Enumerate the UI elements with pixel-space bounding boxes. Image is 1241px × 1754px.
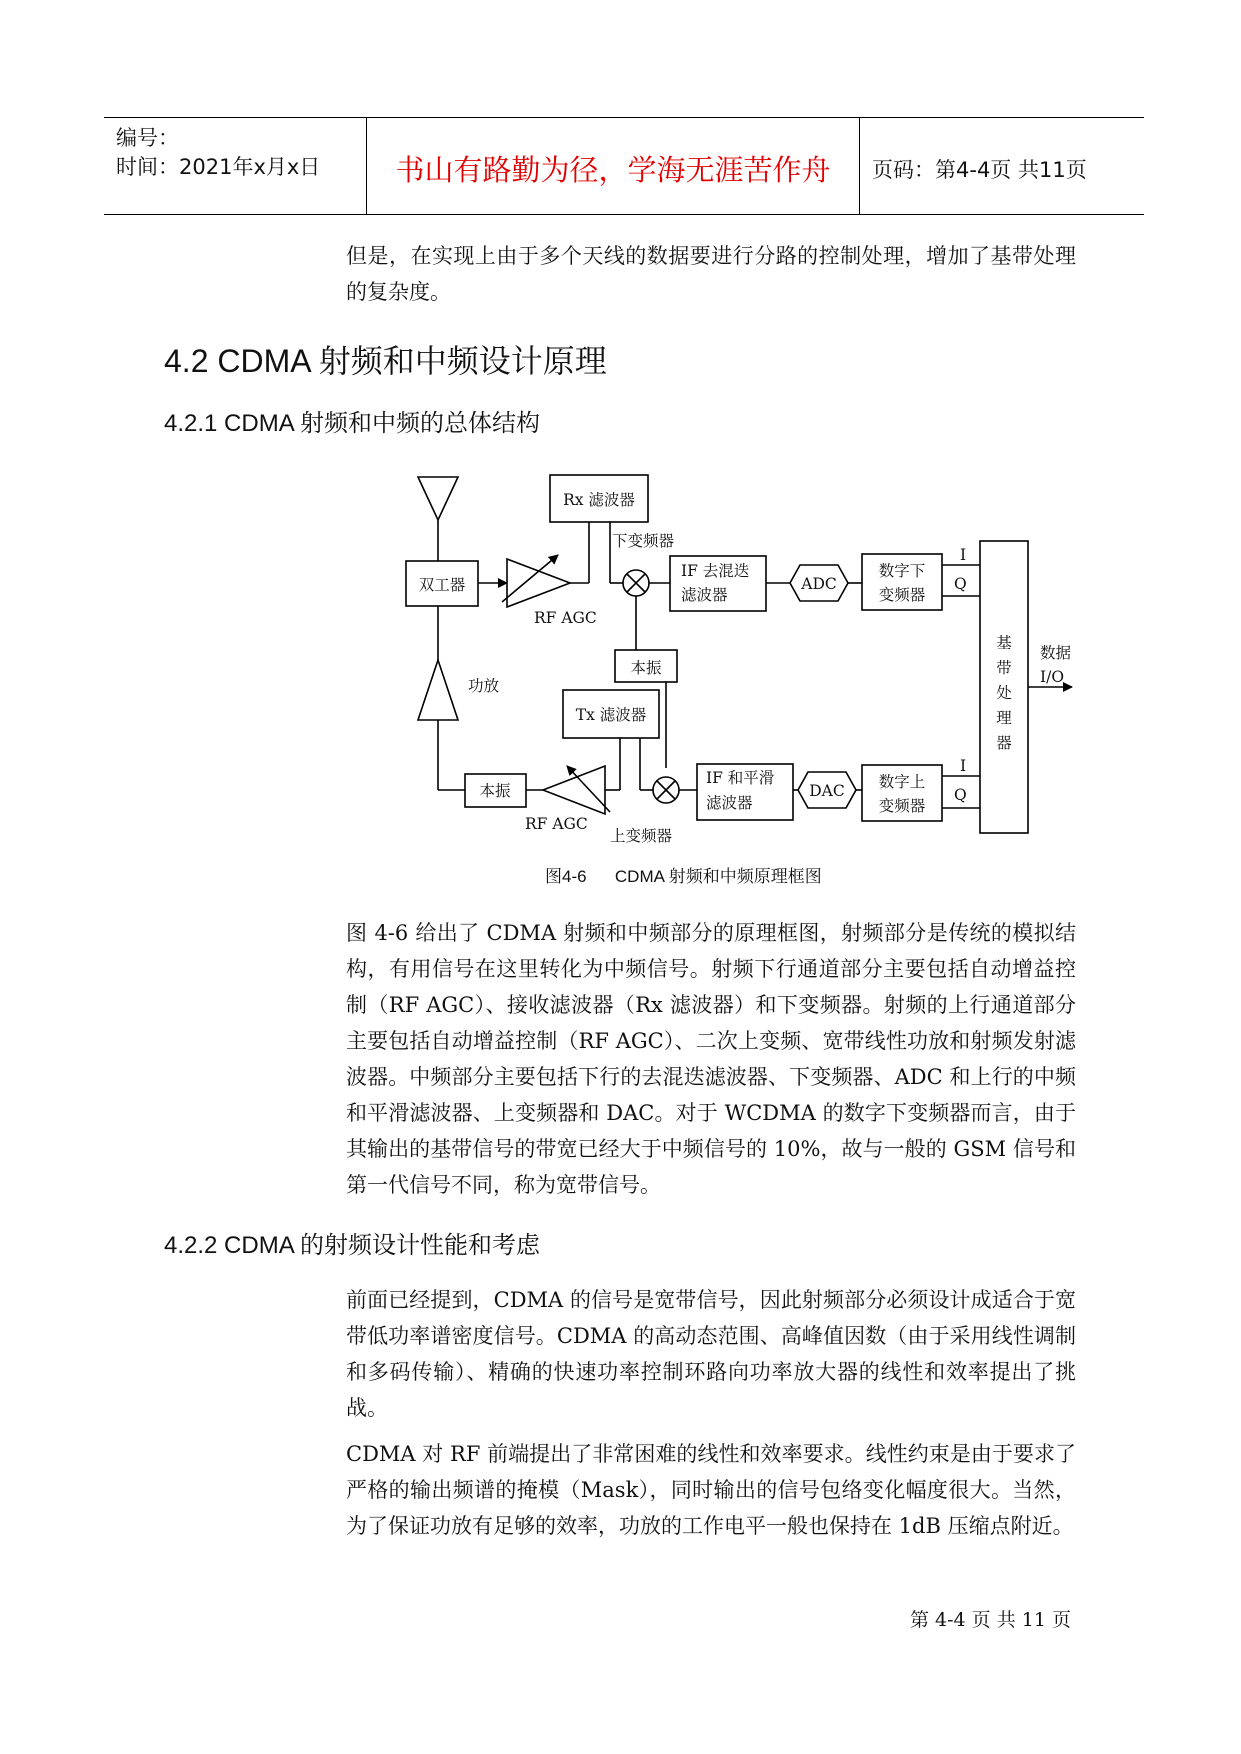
lo-bottom-label: 本振 [479,782,511,800]
baseband-label-3: 处 [996,684,1012,702]
baseband-label-1: 基 [996,634,1012,652]
number-label: 编号： [116,126,179,150]
if-filter-label-1: IF 去混迭 [681,562,750,580]
diagram-labels [419,491,1071,845]
intro-paragraph: 但是，在实现上由于多个天线的数据要进行分路的控制处理，增加了基带处理的复杂度。 [346,244,1076,304]
figure-caption: 图4-6 CDMA 射频和中频原理框图 [545,867,822,886]
if-smooth-label-1: IF 和平滑 [706,769,775,787]
power-amplifier-icon [418,660,458,720]
page-footer: 第 4-4 页 共 11 页 [910,1609,1071,1631]
baseband-label-5: 器 [996,734,1012,752]
lo-mid-label: 本振 [630,659,662,677]
subsection-heading-1: 4.2.1 CDMA 射频和中频的总体结构 [164,410,541,437]
adc-label: ADC [801,575,837,593]
if-filter-label-2: 滤波器 [681,586,728,604]
duplexer-label: 双工器 [418,576,466,594]
ddc-label-1: 数字下 [878,562,926,580]
i-bottom-label: I [960,757,967,775]
page-info: 页码：第4-4页 共11页 [872,158,1087,182]
section-heading: 4.2 CDMA 射频和中频设计原理 [164,343,607,379]
duc-label-2: 变频器 [878,797,926,815]
header-right-cell [860,118,1144,214]
baseband-label-2: 带 [996,659,1012,677]
motto: 书山有路勤为径，学海无涯苦作舟 [395,153,831,187]
q-top-label: Q [954,575,967,593]
paragraph-rf-frontend: CDMA 对 RF 前端提出了非常困难的线性和效率要求。线性约束是由于要求了严格的输出频谱的掩模（Mask），同时输出的信号包络变化幅度很大。当然，为了保证功放有足够的效率，功放的工作电平一般也保持在 1dB 压缩点附近。 [346,1442,1076,1538]
tx-filter-label: Tx 滤波器 [575,706,647,724]
if-smooth-label-2: 滤波器 [706,794,753,812]
paragraph-rf-design: 前面已经提到，CDMA 的信号是宽带信号，因此射频部分必须设计成适合于宽带低功率谱密度信号。CDMA 的高动态范围、高峰值因数（由于采用线性调制和多码传输）、精确的快速功率控制环路向功率放大器的线性和效率提出了挑战。 [346,1288,1076,1420]
data-label-2: I/O [1040,668,1065,686]
rf-agc-top-amplifier [507,559,570,607]
subsection-heading-2: 4.2.2 CDMA 的射频设计性能和考虑 [164,1232,541,1259]
header-motto-cell [366,118,860,214]
baseband-label-4: 理 [996,709,1012,727]
dac-label: DAC [809,782,845,800]
up-converter-label: 上变频器 [610,827,673,845]
duc-label-1: 数字上 [878,773,926,791]
rf-agc-top-label: RF AGC [534,609,597,627]
data-label-1: 数据 [1040,644,1072,662]
pa-label: 功放 [468,677,500,695]
page-header [104,117,1144,215]
q-bottom-label: Q [954,786,967,804]
figure-description-paragraph: 图 4-6 给出了 CDMA 射频和中频部分的原理框图，射频部分是传统的模拟结构，有用信号在这里转化为中频信号。射频下行通道部分主要包括自动增益控制（RF AGC）、接收滤波器（Rx 滤波器）和下变频器。射频的上行通道部分主要包括自动增益控制（RF AGC）、二次上变频、宽带线性功放和射频发射滤波器。中频部分主要包括下行的去混迭滤波器、下变频器、ADC 和上行的中频和平滑滤波器、上变频器和 DAC。对于 WCDMA 的数字下变频器而言，由于其输出的基带信号的带宽已经大于中频信号的 10%，故与一般的 GSM 信号和第一代信号不同，称为宽带信号。 [346,921,1076,1197]
rf-agc-bottom-label: RF AGC [525,815,588,833]
down-converter-label: 下变频器 [612,532,675,550]
header-left-cell [104,118,366,214]
block-diagram [0,440,1241,880]
i-top-label: I [960,546,967,564]
rx-filter-label: Rx 滤波器 [563,491,635,509]
antenna-icon [418,477,458,520]
time-label: 时间：2021年x月x日 [116,155,321,179]
ddc-label-2: 变频器 [878,586,926,604]
